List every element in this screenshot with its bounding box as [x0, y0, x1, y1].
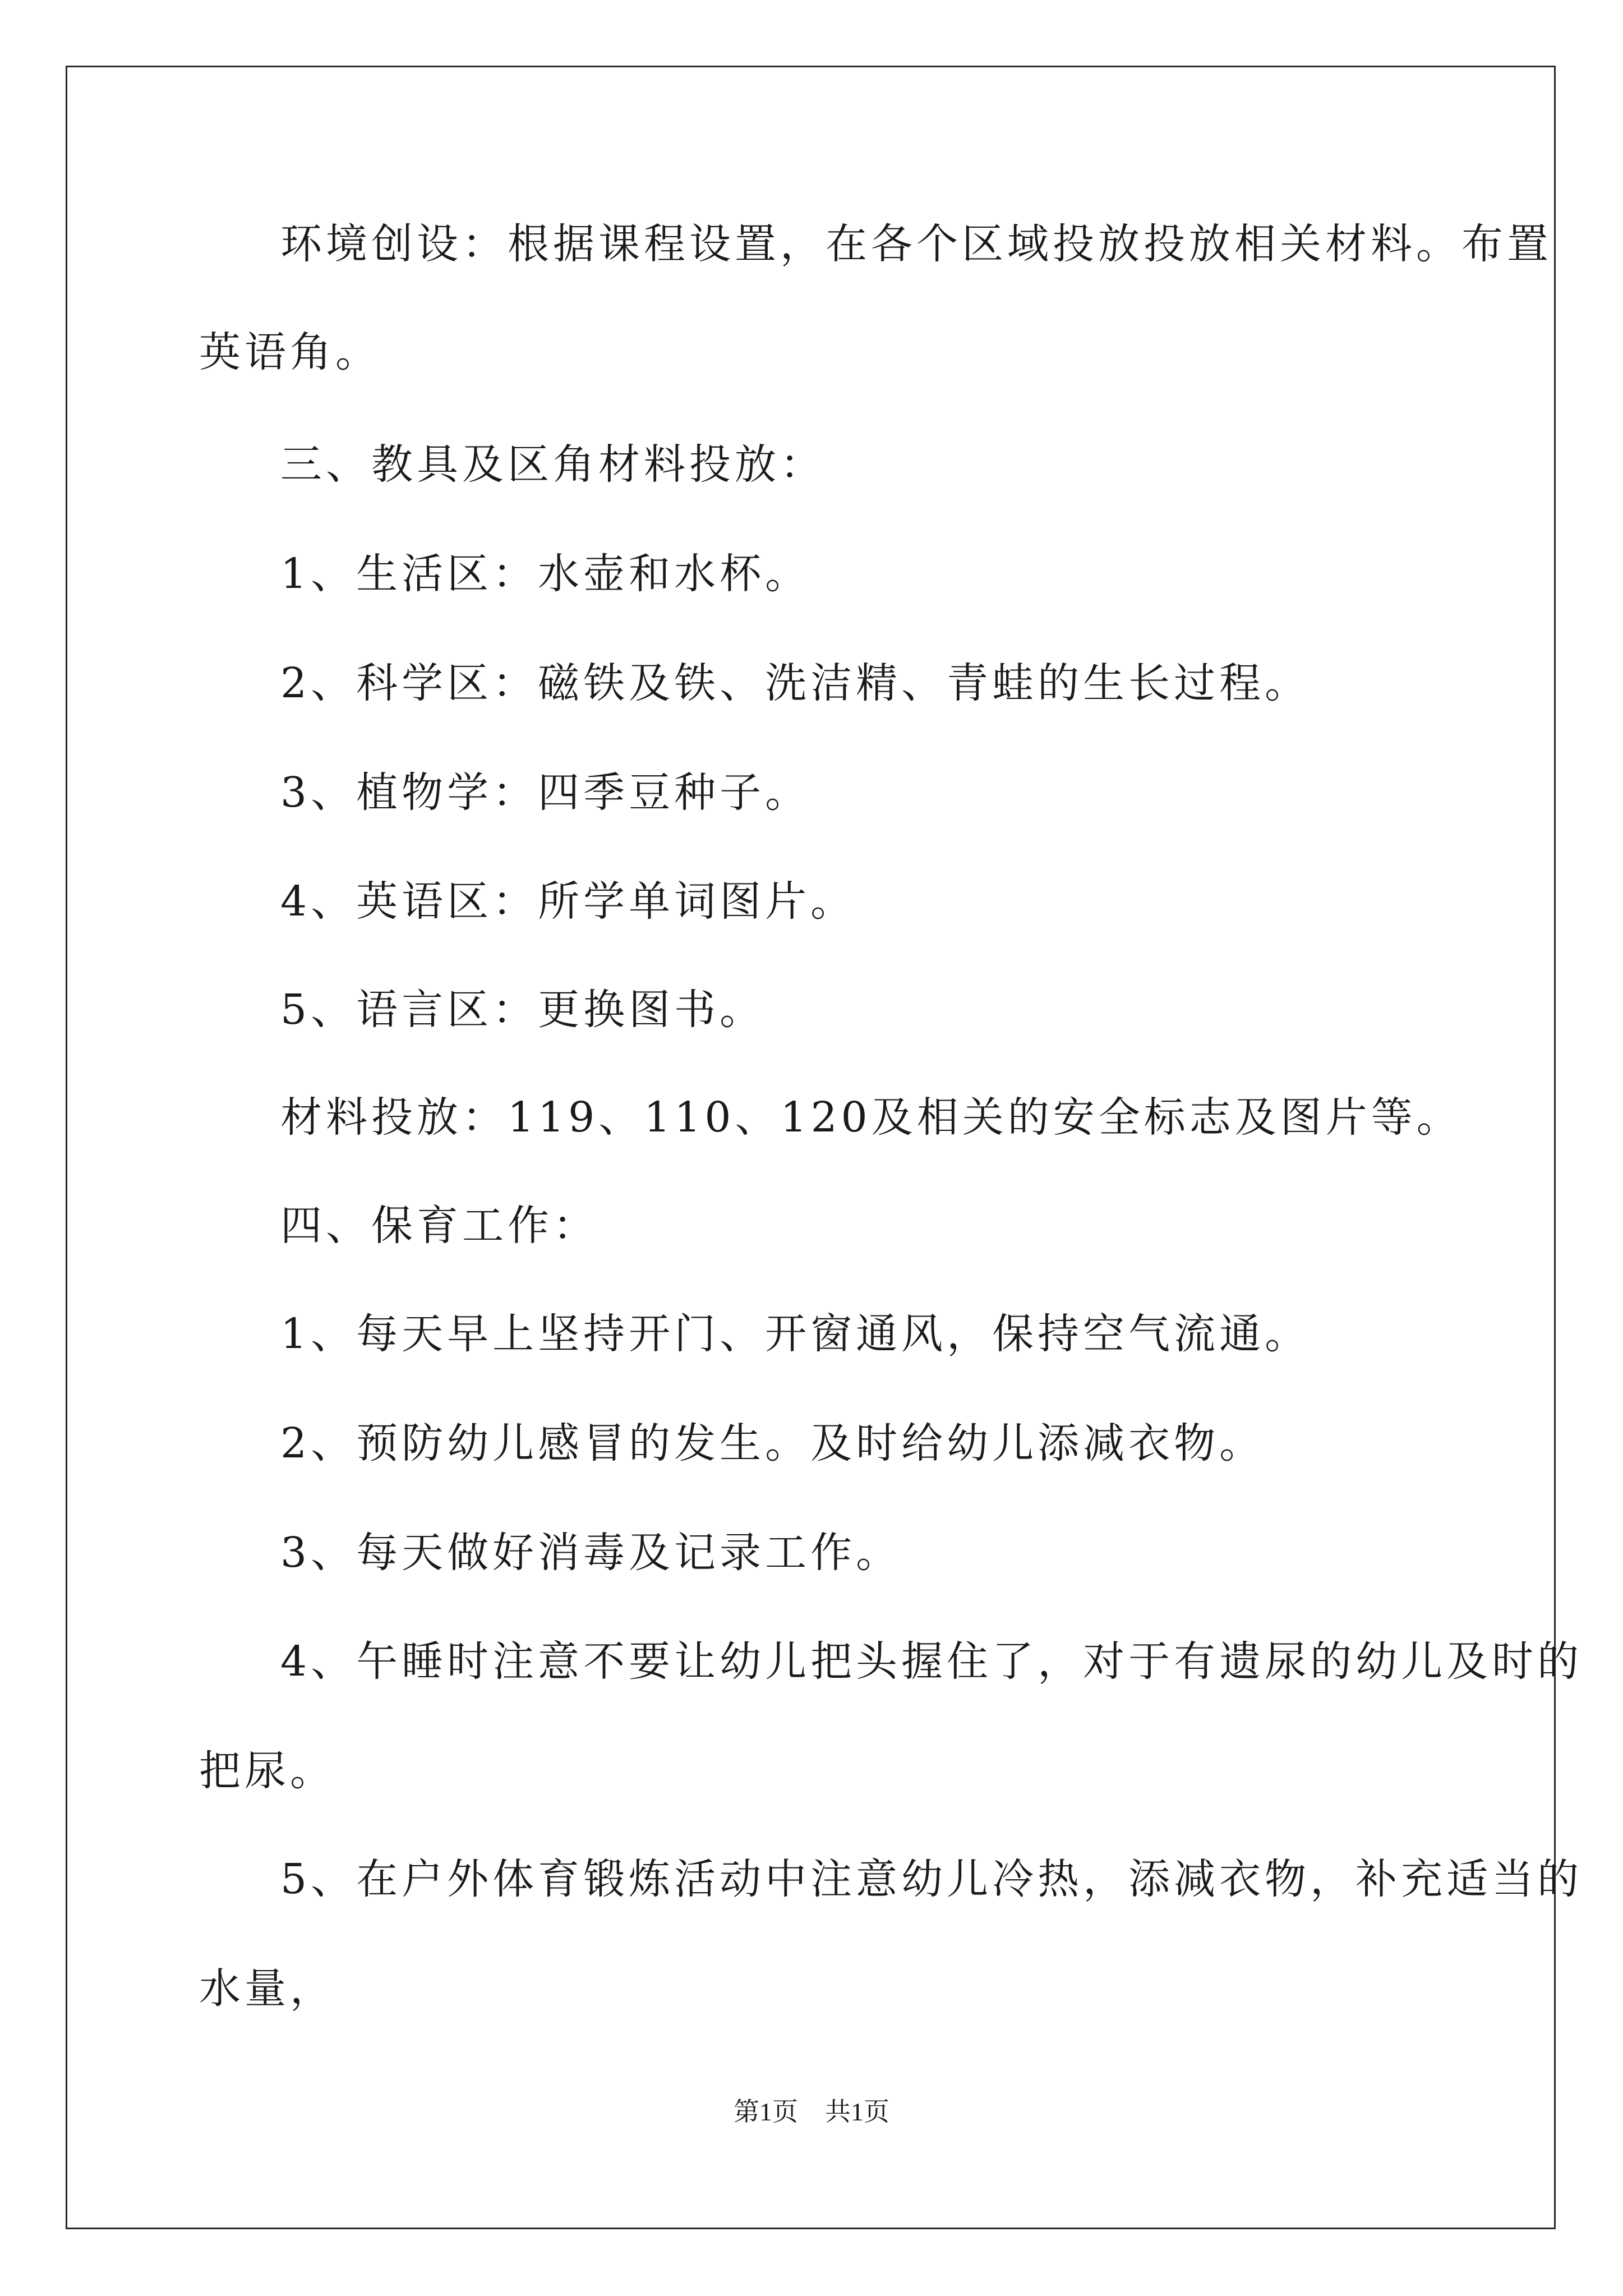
list-item: 2、科学区：磁铁及铁、洗洁精、青蛙的生长过程。 [280, 659, 1311, 707]
section-heading: 四、保育工作： [280, 1202, 598, 1250]
paragraph-line: 英语角。 [199, 328, 381, 376]
list-item: 4、英语区：所学单词图片。 [280, 877, 856, 926]
list-item: 5、语言区：更换图书。 [280, 986, 766, 1034]
list-item: 3、每天做好消毒及记录工作。 [280, 1529, 902, 1577]
paragraph-line: 把尿。 [199, 1747, 335, 1795]
list-item: 1、生活区：水壶和水杯。 [280, 550, 811, 598]
section-heading: 三、教具及区角材料投放： [280, 440, 826, 489]
list-item: 1、每天早上坚持开门、开窗通风，保持空气流通。 [280, 1310, 1311, 1358]
paragraph-line: 水量， [199, 1964, 335, 2013]
paragraph-line: 材料投放：119、110、120及相关的安全标志及图片等。 [280, 1093, 1462, 1142]
page-footer [0, 2095, 1623, 2129]
list-item: 4、午睡时注意不要让幼儿把头握住了，对于有遗尿的幼儿及时的 [280, 1637, 1583, 1686]
list-item: 5、在户外体育锻炼活动中注意幼儿冷热，添减衣物，补充适当的 [280, 1855, 1583, 1903]
paragraph-line: 环境创设：根据课程设置，在各个区域投放投放相关材料。布置 [280, 220, 1552, 268]
page-number-current: 第1页 [734, 2097, 798, 2126]
page-number-total: 共1页 [825, 2097, 889, 2126]
list-item: 2、预防幼儿感冒的发生。及时给幼儿添减衣物。 [280, 1419, 1265, 1467]
list-item: 3、植物学：四季豆种子。 [280, 769, 811, 817]
